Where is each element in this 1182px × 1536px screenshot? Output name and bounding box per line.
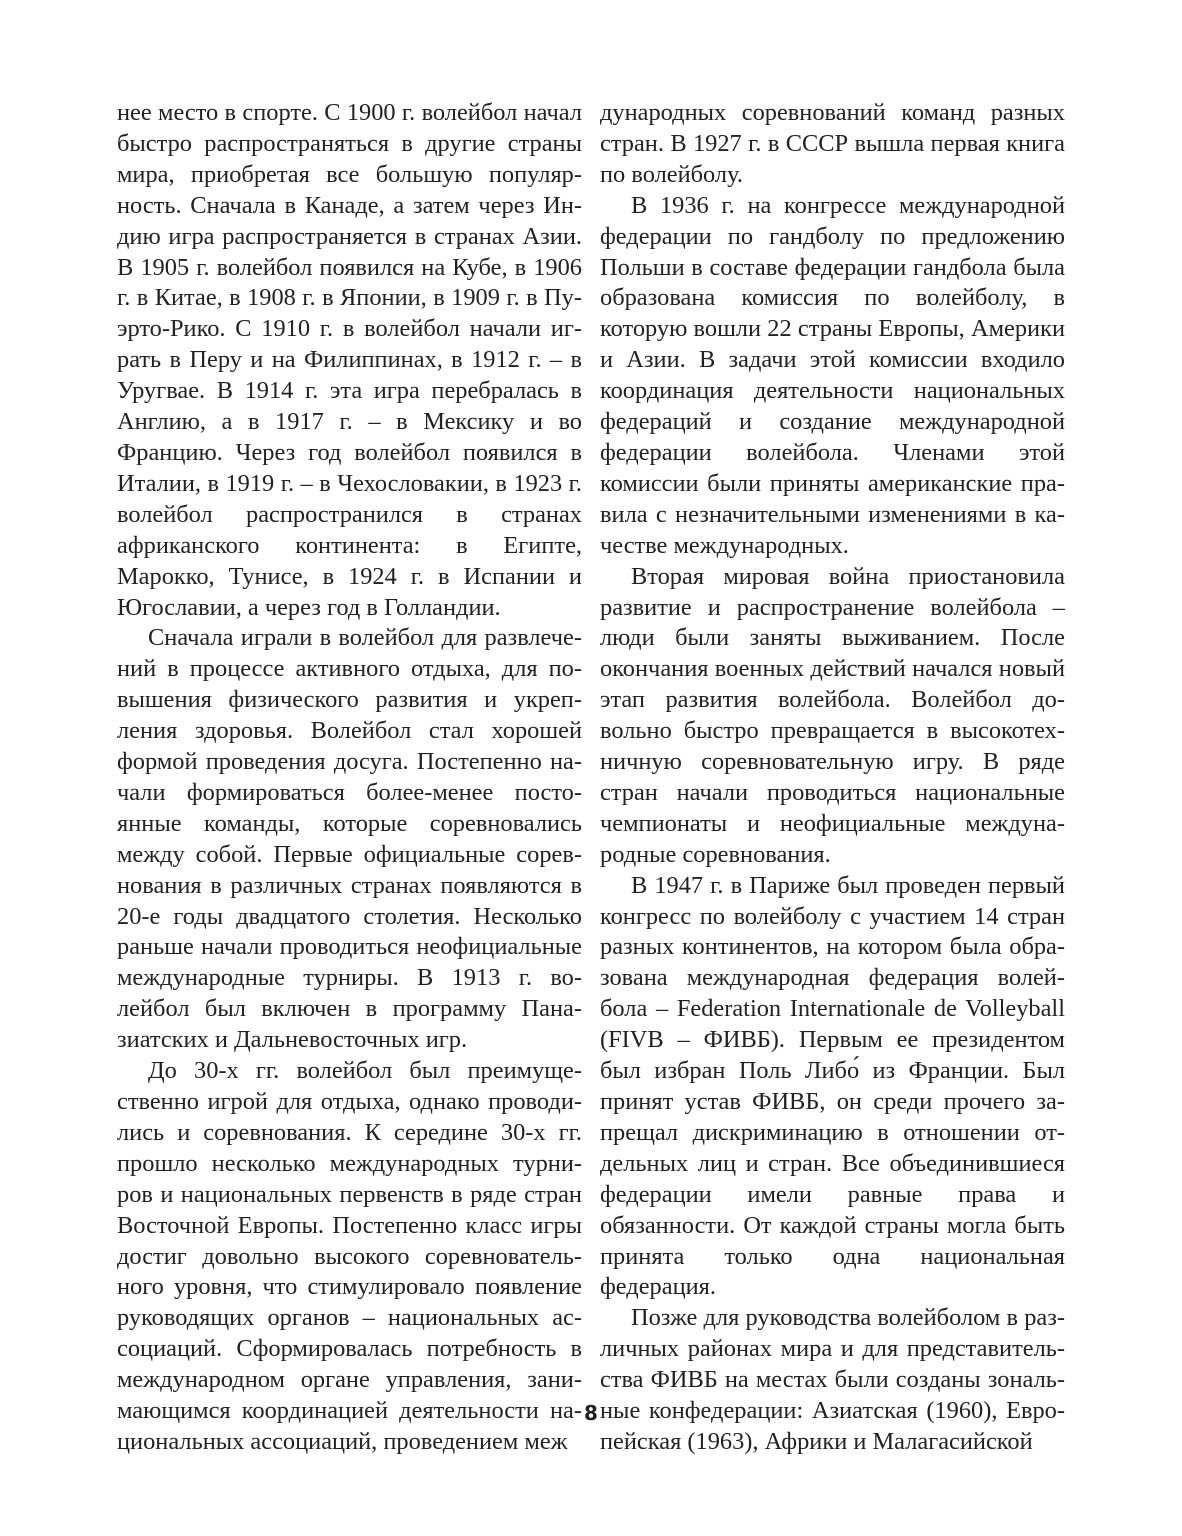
paragraph: Вторая мировая война приостановила развитие и распространение волейбола – люди были заняты выживанием. После окончания военных действий начался новый этап развития волейбола. Волейбол довольно быстро превращается в высокотехничную соревновательную игру. В ряде стран начали проводиться национальные чемпионаты и неофициальные международные соревнования. bbox=[600, 562, 1065, 868]
paragraph: Позже для руководства волейболом в различных районах мира и для представительства ФИВБ на местах были созданы зональные конфедерации: Азиатская (1960), Европейская (1963), Африки и Малагасийской bbox=[600, 1304, 1065, 1455]
paragraph-continued: нее место в спорте. С 1900 г. волейбол начал быстро распространяться в другие страны мира, приобретая все большую популярность. Сначала в Канаде, а затем через Индию игра распространяется в странах Азии. В 1905 г. волейбол появился на Кубе, в 1906 г. в Китае, в 1908 г. в Японии, в 1909 г. в Пуэрто-Рико. С 1910 г. в волейбол начали играть в Перу и на Филиппинах, в 1912 г. – в Уругвае. В 1914 г. эта игра перебралась в Англию, а в 1917 г. – в Мексику и во Францию. Через год волейбол появился в Италии, в 1919 г. – в Чехословакии, в 1923 г. волейбол распространился в странах африканского континента: в Египте, Марокко, Тунисе, в 1924 г. в Испании и Югославии, а через год в Голландии. bbox=[117, 99, 582, 621]
paragraph: В 1936 г. на конгрессе международной федерации по гандболу по предложению Польши в составе федерации гандбола была образована комиссия по волейболу, в которую вошли 22 страны Европы, Америки и Азии. В задачи этой комиссии входило координация деятельности национальных федераций и создание международной федерации волейбола. Членами этой комиссии были приняты американские правила с незначительными изменениями в качестве международных. bbox=[600, 191, 1065, 559]
right-text-column bbox=[600, 98, 1065, 1458]
paragraph-continued: дународных соревнований команд разных стран. В 1927 г. в СССР вышла первая книга по волейболу. bbox=[600, 99, 1065, 188]
paragraph: Сначала играли в волейбол для развлечений в процессе активного отдыха, для повышения физического развития и укрепления здоровья. Волейбол стал хорошей формой проведения досуга. Постепенно начали формироваться более-менее постоянные команды, которые соревновались между собой. Первые официальные соревнования в различных странах появляются в 20-е годы двадцатого столетия. Несколько раньше начали проводиться неофициальные международные турниры. В 1913 г. волейбол был включен в программу Паназиатских и Дальневосточных игр. bbox=[117, 624, 582, 1054]
paragraph: В 1947 г. в Париже был проведен первый конгресс по волейболу с участием 14 стран разных континентов, на котором была образована международная федерация волейбола – Federation Internationale de Volleyball (FIVB – ФИВБ). Первым ее президентом был избран Поль Либо́ из Франции. Был принят устав ФИВБ, он среди прочего запрещал дискриминацию в отношении отдельных лиц и стран. Все объединившиеся федерации имели равные права и обязанности. От каждой страны могла быть принята только одна национальная федерация. bbox=[600, 871, 1065, 1301]
page-number: 8 bbox=[584, 1401, 598, 1425]
left-text-column bbox=[117, 98, 582, 1458]
paragraph: До 30-х гг. волейбол был преимущественно игрой для отдыха, однако проводились и соревнования. К середине 30-х гг. прошло несколько международных турниров и национальных первенств в ряде стран Восточной Европы. Постепенно класс игры достиг довольно высокого соревновательного уровня, что стимулировало появление руководящих органов – национальных ассоциаций. Сформировалась потребность в международном органе управления, занимающимся координацией деятельности национальных ассоциаций, проведением меж bbox=[117, 1057, 582, 1455]
